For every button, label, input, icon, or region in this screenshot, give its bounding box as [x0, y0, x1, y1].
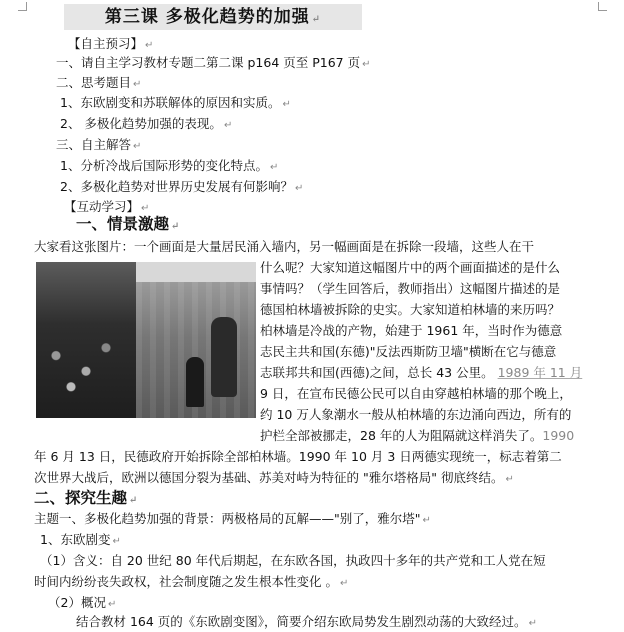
definition-line-2: 时间内纷纷丧失政权，社会制度随之发生根本性变化 。 ↵ [34, 574, 349, 589]
definition-line-1: （1）含义：自 20 世纪 80 年代后期起，在东欧各国，执政四十多年的共产党和工人党在短 [40, 553, 546, 568]
self-study-header: 【自主预习】 ↵ [68, 36, 154, 51]
self-study-step2: 二、思考题目 ↵ [56, 75, 142, 90]
section2-title: 二、探究生趣 ↵ [34, 488, 138, 507]
answer-1: 1、分析冷战后国际形势的变化特点。 ↵ [60, 158, 279, 173]
para-line-3: 事情吗？（学生回答后，教师指出）这幅图片描述的是 [260, 281, 561, 296]
question-2: 2、 多极化趋势加强的表现。 ↵ [60, 116, 233, 131]
question-1: 1、东欧剧变和苏联解体的原因和实质。 ↵ [60, 95, 291, 110]
overview-text: 结合教材 164 页的《东欧剧变图》，简要介绍东欧局势发生剧烈动荡的大致经过。 ↵ [76, 614, 537, 629]
topic-1: 主题一、多极化趋势加强的背景：两极格局的瓦解——"别了，雅尔塔" ↵ [34, 511, 431, 526]
crowd-photo-half [36, 262, 136, 418]
para-line-6: 志民主共和国(东德)"反法西斯防卫墙"横断在它与德意 [260, 344, 557, 359]
year-1990: 1990 [542, 428, 575, 443]
para-line-1: 大家看这张图片：一个画面是大量居民涌入墙内，另一幅画面是在拆除一段墙，这些人在干 [34, 239, 535, 254]
para-line-11: 年 6 月 13 日，民德政府开始拆除全部柏林墙。1990 年 10 月 3 日两德实现统一，标志着第二 [34, 449, 562, 464]
section1-title: 一、情景激趣 ↵ [76, 214, 180, 233]
bystander-figure [186, 357, 204, 407]
para-line-4: 德国柏林墙被拆除的史实。大家知道柏林墙的来历吗？ [260, 302, 561, 317]
sky-area [136, 262, 256, 284]
margin-corner-tr [598, 2, 607, 11]
para-line-10: 护栏全部被挪走，28 年的人为阻隔就这样消失了。1990 [260, 428, 575, 443]
sub-heading-1: 1、东欧剧变 ↵ [40, 532, 121, 547]
para-line-8: 9 日，在宣布民德公民可以自由穿越柏林墙的那个晚上， [260, 386, 572, 401]
lesson-title: 第三课 多极化趋势的加强 ↵ [64, 4, 362, 30]
overview-heading: （2）概况 ↵ [48, 595, 117, 610]
date-1989: 1989 年 11 月 [497, 365, 583, 380]
para-line-9: 约 10 万人象潮水一般从柏林墙的东边涌向西边，所有的 [260, 407, 572, 422]
self-study-step1: 一、请自主学习教材专题二第二课 p164 页至 P167 页 ↵ [56, 55, 371, 70]
para-line-12: 次世界大战后，欧洲以德国分裂为基础、苏美对峙为特征的 "雅尔塔格局" 彻底终结。 ↵ [34, 470, 514, 485]
answer-2: 2、多极化趋势对世界历史发展有何影响？ ↵ [60, 179, 304, 194]
man-with-hammer [211, 317, 237, 397]
self-study-step3: 三、自主解答 ↵ [56, 137, 142, 152]
para-line-2: 什么呢？大家知道这幅图片中的两个画面描述的是什么 [260, 260, 561, 275]
berlin-wall-photo [36, 262, 256, 418]
para-line-5: 柏林墙是冷战的产物，始建于 1961 年，当时作为德意 [260, 323, 563, 338]
margin-corner-tl [18, 2, 27, 11]
interactive-header: 【互动学习】 ↵ [64, 199, 150, 214]
para-line-7: 志联邦共和国(西德)之间，总长 43 公里。 1989 年 11 月 [260, 365, 583, 380]
